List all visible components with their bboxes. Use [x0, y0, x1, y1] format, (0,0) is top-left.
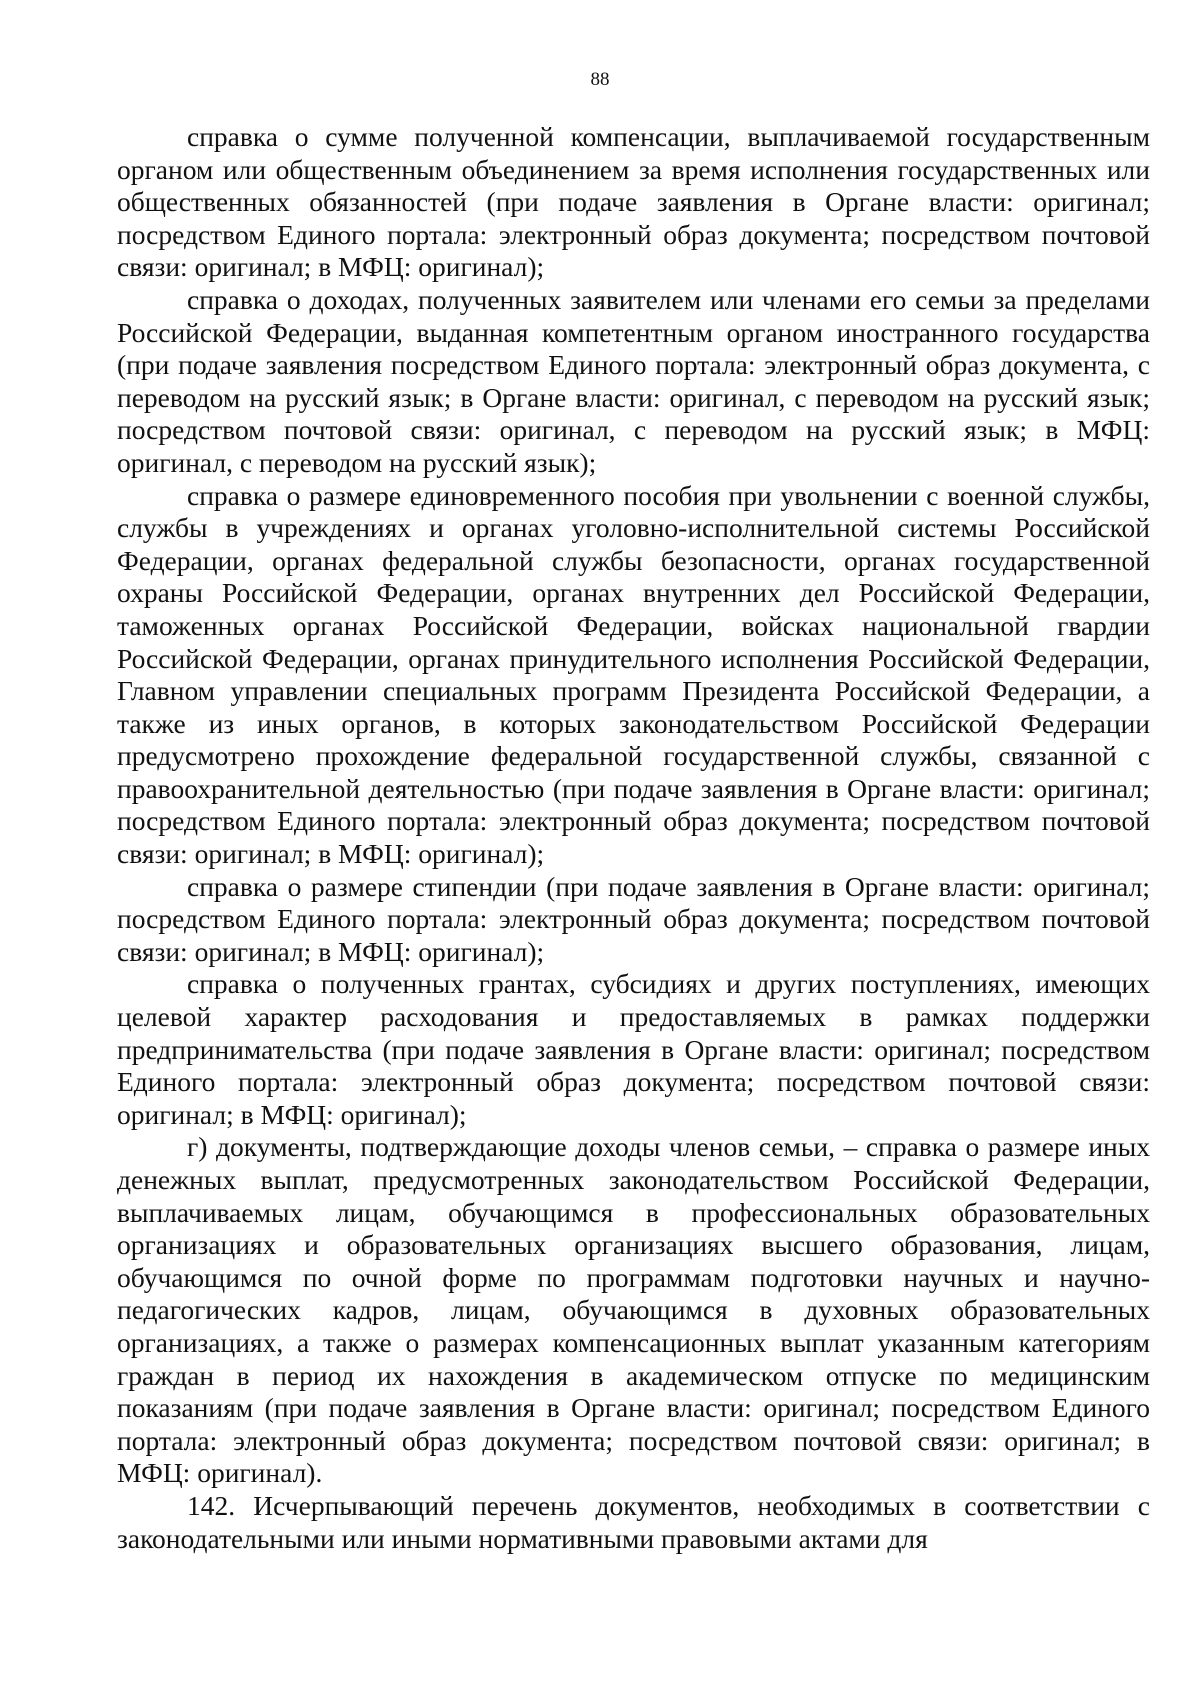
paragraph-scholarship-certificate: справка о размере стипендии (при подаче заявления в Органе власти: оригинал; посредством Единого портала: электронный образ документа; посредством почтовой связи: оригинал; в МФЦ: оригинал); [117, 870, 1150, 967]
paragraph-item-142: 142. Исчерпывающий перечень документов, необходимых в соответствии с законодательными или иными нормативными правовыми актами для [117, 1489, 1150, 1554]
paragraph-family-income-documents: г) документы, подтверждающие доходы членов семьи, – справка о размере иных денежных выплат, предусмотренных законодательством Российской Федерации, выплачиваемых лицам, обучающимся в профессиональных образовательных организациях и образовательных организациях высшего образования, лицам, обучающимся по очной форме по программам подготовки научных и научно-педагогических кадров, лицам, обучающимся в духовных образовательных организациях, а также о размерах компенсационных выплат указанным категориям граждан в период их нахождения в академическом отпуске по медицинским показаниям (при подаче заявления в Органе власти: оригинал; посредством Единого портала: электронный образ документа; посредством почтовой связи: оригинал; в МФЦ: оригинал). [117, 1131, 1150, 1489]
document-body [117, 121, 1150, 1555]
paragraph-foreign-income-certificate: справка о доходах, полученных заявителем или членами его семьи за пределами Российской Федерации, выданная компетентным органом иностранного государства (при подаче заявления посредством Единого портала: электронный образ документа, с переводом на русский язык; в Органе власти: оригинал, с переводом на русский язык; посредством почтовой связи: оригинал, с переводом на русский язык; в МФЦ: оригинал, с переводом на русский язык); [117, 283, 1150, 478]
paragraph-grants-certificate: справка о полученных грантах, субсидиях и других поступлениях, имеющих целевой характер расходования и предоставляемых в рамках поддержки предпринимательства (при подаче заявления в Органе власти: оригинал; посредством Единого портала: электронный образ документа; посредством почтовой связи: оригинал; в МФЦ: оригинал); [117, 968, 1150, 1130]
paragraph-compensation-certificate: справка о сумме полученной компенсации, выплачиваемой государственным органом или общественным объединением за время исполнения государственных или общественных обязанностей (при подаче заявления в Органе власти: оригинал; посредством Единого портала: электронный образ документа; посредством почтовой связи: оригинал; в МФЦ: оригинал); [117, 121, 1150, 283]
paragraph-dismissal-allowance-certificate: справка о размере единовременного пособия при увольнении с военной службы, службы в учреждениях и органах уголовно-исполнительной системы Российской Федерации, органах федеральной службы безопасности, органах государственной охраны Российской Федерации, органах внутренних дел Российской Федерации, таможенных органах Российской Федерации, войсках национальной гвардии Российской Федерации, органах принудительного исполнения Российской Федерации, Главном управлении специальных программ Президента Российской Федерации, а также из иных органов, в которых законодательством Российской Федерации предусмотрено прохождение федеральной государственной службы, связанной с правоохранительной деятельностью (при подаче заявления в Органе власти: оригинал; посредством Единого портала: электронный образ документа; посредством почтовой связи: оригинал; в МФЦ: оригинал); [117, 479, 1150, 870]
page-number: 88 [590, 69, 610, 90]
